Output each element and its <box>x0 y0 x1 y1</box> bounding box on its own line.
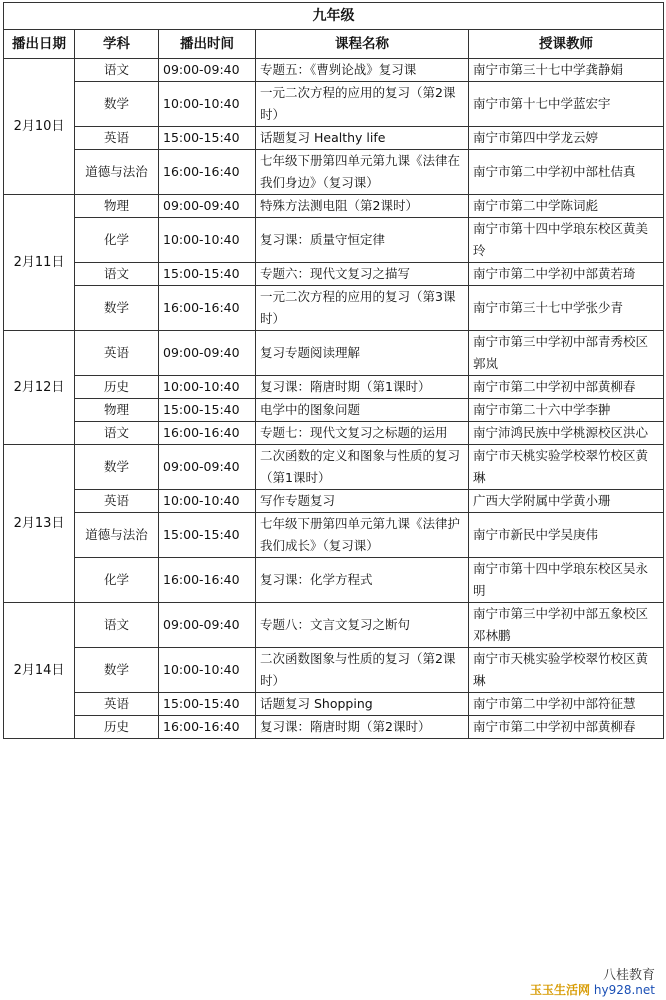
subject-cell: 语文 <box>75 603 159 648</box>
subject-cell: 化学 <box>75 218 159 263</box>
teacher-cell: 南宁市第二十六中学李翀 <box>469 399 664 422</box>
table-row <box>4 399 664 422</box>
course-cell: 复习课：隋唐时期（第2课时） <box>256 716 469 739</box>
table-row <box>4 648 664 693</box>
table-row <box>4 693 664 716</box>
teacher-cell: 南宁市第三十七中学龚静娟 <box>469 59 664 82</box>
time-cell: 16:00-16:40 <box>159 558 256 603</box>
teacher-cell: 南宁市第十四中学琅东校区吴永明 <box>469 558 664 603</box>
time-cell: 15:00-15:40 <box>159 513 256 558</box>
course-cell: 专题六：现代文复习之描写 <box>256 263 469 286</box>
teacher-cell: 南宁市新民中学吴庚伟 <box>469 513 664 558</box>
subject-cell: 历史 <box>75 376 159 399</box>
subject-cell: 数学 <box>75 648 159 693</box>
broadcast-date: 2月12日 <box>4 331 75 445</box>
subject-cell: 英语 <box>75 490 159 513</box>
subject-cell: 历史 <box>75 716 159 739</box>
teacher-cell: 南宁市第二中学初中部黄柳春 <box>469 716 664 739</box>
time-cell: 09:00-09:40 <box>159 195 256 218</box>
course-cell: 一元二次方程的应用的复习（第3课时） <box>256 286 469 331</box>
teacher-cell: 南宁市第十七中学蓝宏宇 <box>469 82 664 127</box>
course-cell: 一元二次方程的应用的复习（第2课时） <box>256 82 469 127</box>
watermark <box>527 968 658 998</box>
grade-title: 九年级 <box>4 3 664 30</box>
table-row <box>4 82 664 127</box>
time-cell: 09:00-09:40 <box>159 603 256 648</box>
course-cell: 专题五：《曹刿论战》复习课 <box>256 59 469 82</box>
table-row <box>4 150 664 195</box>
table-row <box>4 558 664 603</box>
time-cell: 10:00-10:40 <box>159 218 256 263</box>
time-cell: 10:00-10:40 <box>159 490 256 513</box>
teacher-cell: 南宁沛鸿民族中学桃源校区洪心 <box>469 422 664 445</box>
broadcast-date: 2月10日 <box>4 59 75 195</box>
subject-cell: 数学 <box>75 82 159 127</box>
subject-cell: 语文 <box>75 422 159 445</box>
subject-cell: 物理 <box>75 399 159 422</box>
broadcast-date: 2月11日 <box>4 195 75 331</box>
table-row <box>4 59 664 82</box>
course-cell: 复习课：质量守恒定律 <box>256 218 469 263</box>
broadcast-date: 2月14日 <box>4 603 75 739</box>
teacher-cell: 南宁市第三十七中学张少青 <box>469 286 664 331</box>
broadcast-date: 2月13日 <box>4 445 75 603</box>
time-cell: 16:00-16:40 <box>159 150 256 195</box>
table-row <box>4 513 664 558</box>
subject-cell: 物理 <box>75 195 159 218</box>
teacher-cell: 南宁市第二中学陈词彪 <box>469 195 664 218</box>
teacher-cell: 南宁市天桃实验学校翠竹校区黄琳 <box>469 445 664 490</box>
table-row <box>4 422 664 445</box>
header-subject: 学科 <box>75 30 159 59</box>
table-row <box>4 490 664 513</box>
header-date: 播出日期 <box>4 30 75 59</box>
subject-cell: 语文 <box>75 263 159 286</box>
teacher-cell: 南宁市第二中学初中部黄若琦 <box>469 263 664 286</box>
table-row <box>4 716 664 739</box>
header-teacher: 授课教师 <box>469 30 664 59</box>
table-row <box>4 195 664 218</box>
course-cell: 七年级下册第四单元第九课《法律护我们成长》（复习课） <box>256 513 469 558</box>
watermark-site: 玉玉生活网 <box>530 983 591 997</box>
subject-cell: 道德与法治 <box>75 150 159 195</box>
teacher-cell: 广西大学附属中学黄小珊 <box>469 490 664 513</box>
time-cell: 15:00-15:40 <box>159 693 256 716</box>
course-cell: 特殊方法测电阻（第2课时） <box>256 195 469 218</box>
time-cell: 16:00-16:40 <box>159 422 256 445</box>
time-cell: 15:00-15:40 <box>159 399 256 422</box>
course-cell: 写作专题复习 <box>256 490 469 513</box>
time-cell: 09:00-09:40 <box>159 331 256 376</box>
table-row <box>4 218 664 263</box>
table-row <box>4 331 664 376</box>
watermark-brand: 八桂教育 <box>602 968 655 983</box>
course-cell: 复习专题阅读理解 <box>256 331 469 376</box>
table-row <box>4 127 664 150</box>
course-cell: 专题七：现代文复习之标题的运用 <box>256 422 469 445</box>
course-cell: 复习课：隋唐时期（第1课时） <box>256 376 469 399</box>
subject-cell: 数学 <box>75 445 159 490</box>
subject-cell: 道德与法治 <box>75 513 159 558</box>
table-row <box>4 603 664 648</box>
table-row <box>4 263 664 286</box>
teacher-cell: 南宁市第二中学初中部杜佶真 <box>469 150 664 195</box>
course-cell: 二次函数图象与性质的复习（第2课时） <box>256 648 469 693</box>
table-row <box>4 445 664 490</box>
course-cell: 七年级下册第四单元第九课《法律在我们身边》（复习课） <box>256 150 469 195</box>
table-row <box>4 286 664 331</box>
schedule-table <box>3 2 664 739</box>
time-cell: 16:00-16:40 <box>159 286 256 331</box>
subject-cell: 英语 <box>75 693 159 716</box>
subject-cell: 英语 <box>75 331 159 376</box>
course-cell: 复习课：化学方程式 <box>256 558 469 603</box>
subject-cell: 化学 <box>75 558 159 603</box>
teacher-cell: 南宁市第十四中学琅东校区黄美玲 <box>469 218 664 263</box>
course-cell: 二次函数的定义和图象与性质的复习（第1课时） <box>256 445 469 490</box>
teacher-cell: 南宁市第三中学初中部五象校区邓林鹏 <box>469 603 664 648</box>
time-cell: 15:00-15:40 <box>159 127 256 150</box>
subject-cell: 英语 <box>75 127 159 150</box>
course-cell: 电学中的图象问题 <box>256 399 469 422</box>
teacher-cell: 南宁市第二中学初中部符征慧 <box>469 693 664 716</box>
course-cell: 话题复习 Healthy life <box>256 127 469 150</box>
watermark-url: hy928.net <box>593 983 655 997</box>
time-cell: 15:00-15:40 <box>159 263 256 286</box>
teacher-cell: 南宁市第三中学初中部青秀校区郭岚 <box>469 331 664 376</box>
time-cell: 09:00-09:40 <box>159 59 256 82</box>
subject-cell: 数学 <box>75 286 159 331</box>
time-cell: 09:00-09:40 <box>159 445 256 490</box>
time-cell: 10:00-10:40 <box>159 648 256 693</box>
table-row <box>4 376 664 399</box>
subject-cell: 语文 <box>75 59 159 82</box>
header-course: 课程名称 <box>256 30 469 59</box>
course-cell: 专题八：文言文复习之断句 <box>256 603 469 648</box>
teacher-cell: 南宁市第四中学龙云婷 <box>469 127 664 150</box>
time-cell: 10:00-10:40 <box>159 82 256 127</box>
header-time: 播出时间 <box>159 30 256 59</box>
teacher-cell: 南宁市第二中学初中部黄柳春 <box>469 376 664 399</box>
teacher-cell: 南宁市天桃实验学校翠竹校区黄琳 <box>469 648 664 693</box>
time-cell: 16:00-16:40 <box>159 716 256 739</box>
time-cell: 10:00-10:40 <box>159 376 256 399</box>
course-cell: 话题复习 Shopping <box>256 693 469 716</box>
